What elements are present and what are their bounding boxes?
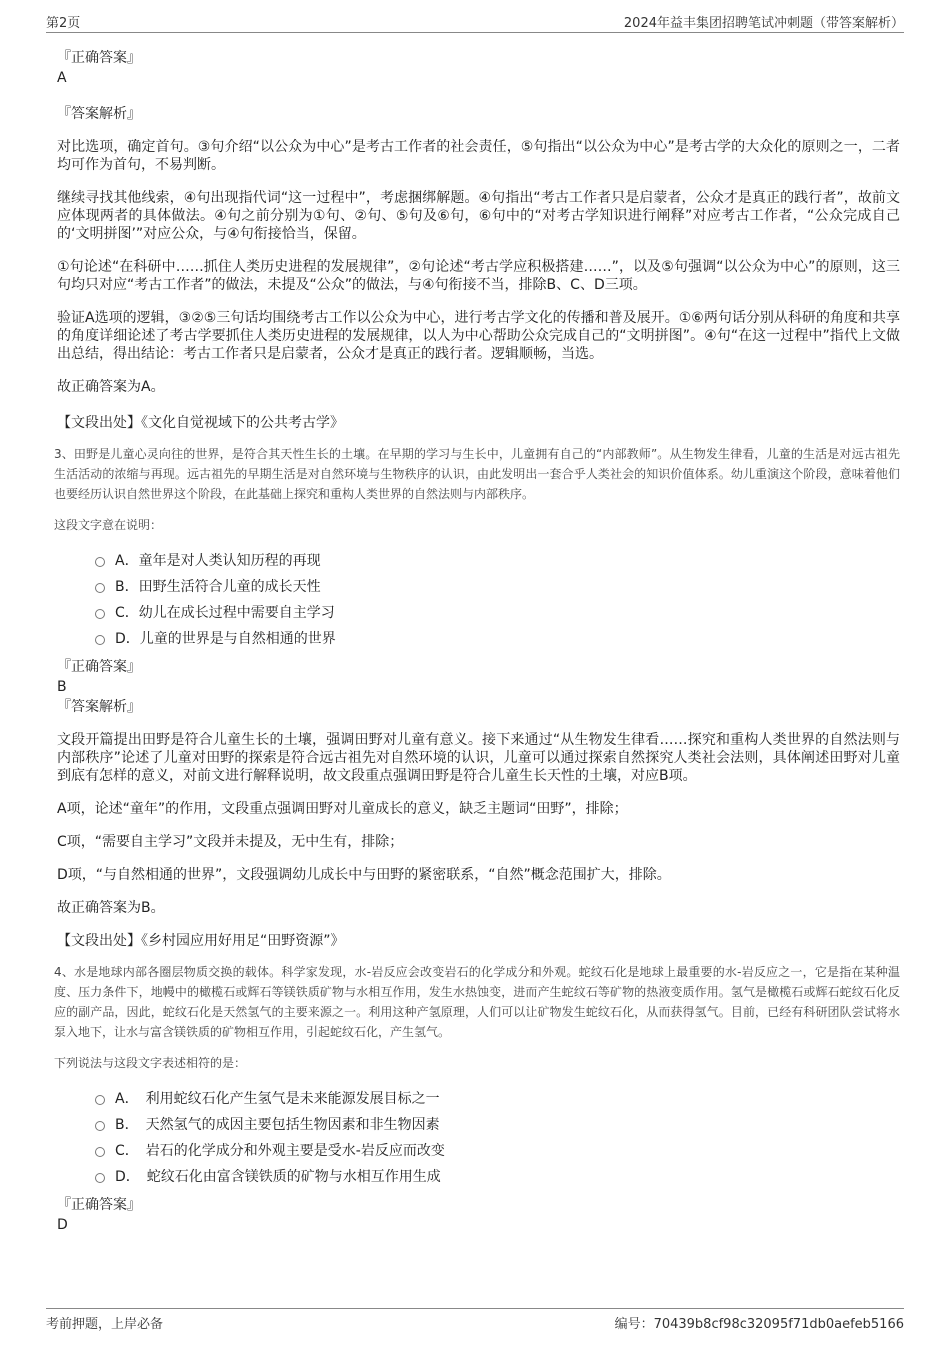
q3-option-a[interactable]: A．童年是对人类认知历程的再现 — [95, 548, 900, 574]
q3-explanation-3: C项，“需要自主学习”文段并未提及，无中生有，排除； — [57, 834, 404, 850]
document-code: 编号：70439b8cf98c32095f71db0aefeb5166 — [614, 1317, 904, 1332]
q2-explanation-5: 故正确答案为A。 — [57, 379, 165, 395]
q2-answer: A — [57, 70, 67, 86]
q3-ask: 这段文字意在说明： — [54, 518, 163, 532]
source-title: 《乡村园应用好用足“田野资源”》 — [141, 933, 345, 949]
radio-icon[interactable] — [95, 1147, 105, 1157]
document-title: 2024年益丰集团招聘笔试冲刺题（带答案解析） — [623, 16, 904, 31]
q3-explanation-2: A项，论述“童年”的作用，文段重点强调田野对儿童成长的意义，缺乏主题词“田野”，排除； — [57, 801, 628, 817]
q4-options — [95, 1086, 900, 1190]
q4-option-a[interactable]: A． 利用蛇纹石化产生氢气是未来能源发展目标之一 — [95, 1086, 900, 1112]
q4-ask: 下列说法与这段文字表述相符的是： — [54, 1056, 247, 1070]
q3-explanation-5: 故正确答案为B。 — [57, 900, 165, 916]
q3-source — [57, 932, 900, 950]
page-footer — [46, 1308, 904, 1331]
radio-icon[interactable] — [95, 1095, 105, 1105]
q2-explanation-4: 验证A选项的逻辑，③②⑤三句话均围绕考古工作以公众为中心，进行考古学文化的传播和普及展开。①⑥两句话分别从科研的角度和共享的角度详细论述了考古学要抓住人类历史进程的发展规律，以人为中心帮助公众完成自己的“文明拼图”。④句“在这一过程中”指代上文做出总结，得出结论：考古工作者只是启蒙者，公众才是真正的践行者。逻辑顺畅，当选。 — [57, 310, 900, 362]
q3-option-c[interactable]: C．幼儿在成长过程中需要自主学习 — [95, 600, 900, 626]
radio-icon[interactable] — [95, 583, 105, 593]
explanation-label: 『答案解析』 — [57, 106, 141, 122]
q4-option-d[interactable]: D． 蛇纹石化由富含镁铁质的矿物与水相互作用生成 — [95, 1164, 900, 1190]
q4-option-b[interactable]: B． 天然氢气的成因主要包括生物因素和非生物因素 — [95, 1112, 900, 1138]
q4-answer: D — [57, 1217, 68, 1233]
q3-explanation-4: D项，“与自然相通的世界”，文段强调幼儿成长中与田野的紧密联系，“自然”概念范围扩大，排除。 — [57, 867, 671, 883]
q3-answer: B — [57, 679, 67, 695]
radio-icon[interactable] — [95, 557, 105, 567]
source-prefix: 【文段出处】 — [57, 415, 141, 431]
q3-options — [95, 548, 900, 652]
radio-icon[interactable] — [95, 609, 105, 619]
radio-icon[interactable] — [95, 1121, 105, 1131]
page-number: 第2页 — [46, 16, 81, 31]
radio-icon[interactable] — [95, 635, 105, 645]
q3-option-b[interactable]: B．田野生活符合儿童的成长天性 — [95, 574, 900, 600]
correct-answer-label: 『正确答案』 — [57, 659, 141, 675]
footer-slogan: 考前押题，上岸必备 — [46, 1317, 164, 1332]
page-content — [54, 45, 900, 1234]
correct-answer-label: 『正确答案』 — [57, 50, 141, 66]
page-header — [46, 10, 904, 33]
source-title: 《文化自觉视域下的公共考古学》 — [141, 415, 344, 431]
q3-option-d[interactable]: D．儿童的世界是与自然相通的世界 — [95, 626, 900, 652]
q4-option-c[interactable]: C． 岩石的化学成分和外观主要是受水-岩反应而改变 — [95, 1138, 900, 1164]
q3-explanation-1: 文段开篇提出田野是符合儿童生长的土壤，强调田野对儿童有意义。接下来通过“从生物发生律看……探究和重构人类世界的自然法则与内部秩序”论述了儿童对田野的探索是符合远古祖先对自然环境的认识，儿童可以通过探索自然探究人类社会法则，具体阐述田野对儿童到底有怎样的意义，对前文进行解释说明，故文段重点强调田野是符合儿童生长天性的土壤，对应B项。 — [57, 732, 900, 784]
q3-stem: 3、田野是儿童心灵向往的世界，是符合其天性生长的土壤。在早期的学习与生长中，儿童拥有自己的“内部教师”。从生物发生律看，儿童的生活是对远古祖先生活活动的浓缩与再现。远古祖先的早期生活是对自然环境与生物秩序的认识，由此发明出一套合乎人类社会的知识价值体系。幼儿重演这个阶段，意味着他们也要经历认识自然世界这个阶段，在此基础上探究和重构人类世界的自然法则与内部秩序。 — [54, 447, 900, 501]
q2-explanation-3: ①句论述“在科研中……抓住人类历史进程的发展规律”，②句论述“考古学应积极搭建……”，以及⑤句强调“以公众为中心”的原则，这三句均只对应“考古工作者”的做法，未提及“公众”的做法，与④句衔接不当，排除B、C、D三项。 — [57, 259, 900, 293]
q2-explanation-2: 继续寻找其他线索，④句出现指代词“这一过程中”，考虑捆绑解题。④句指出“考古工作者只是启蒙者，公众才是真正的践行者”，故前文应体现两者的具体做法。④句之前分别为①句、②句、⑤句及⑥句，⑥句中的“对考古学知识进行阐释”对应考古工作者，“公众完成自己的‘文明拼图’”对应公众，与④句衔接恰当，保留。 — [57, 190, 900, 242]
correct-answer-label: 『正确答案』 — [57, 1197, 141, 1213]
source-prefix: 【文段出处】 — [57, 933, 141, 949]
q2-source — [57, 414, 900, 432]
explanation-label: 『答案解析』 — [57, 699, 141, 715]
q4-stem: 4、水是地球内部各圈层物质交换的载体。科学家发现，水-岩反应会改变岩石的化学成分和外观。蛇纹石化是地球上最重要的水-岩反应之一，它是指在某种温度、压力条件下，地幔中的橄榄石或辉石等镁铁质矿物与水相互作用，发生水热蚀变，进而产生蛇纹石等矿物的热液变质作用。氢气是橄榄石或辉石蛇纹石化反应的副产品，因此，蛇纹石化是天然氢气的主要来源之一。利用这种产氢原理，人们可以让矿物发生蛇纹石化，从而获得氢气。目前，已经有科研团队尝试将水泵入地下，让水与富含镁铁质的矿物相互作用，引起蛇纹石化，产生氢气。 — [54, 965, 900, 1039]
q2-explanation-1: 对比选项，确定首句。③句介绍“以公众为中心”是考古工作者的社会责任，⑤句指出“以公众为中心”是考古学的大众化的原则之一，二者均可作为首句，不易判断。 — [57, 139, 900, 173]
radio-icon[interactable] — [95, 1173, 105, 1183]
